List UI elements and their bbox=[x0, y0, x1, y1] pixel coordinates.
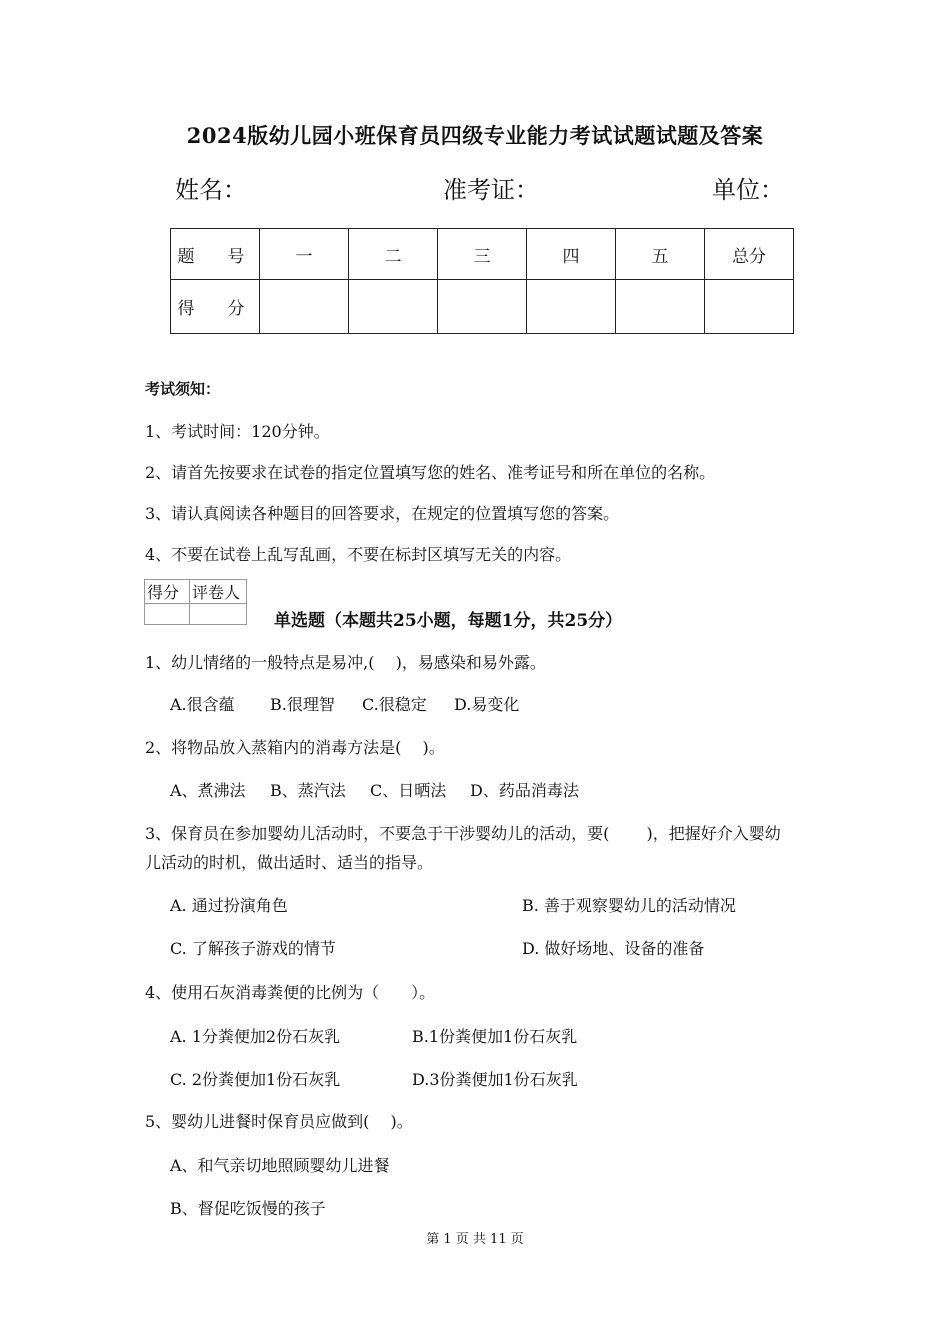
question-option: C.很稳定 bbox=[362, 695, 427, 714]
name-field-label: 姓名： bbox=[175, 176, 247, 204]
question-option: D. 做好场地、设备的准备 bbox=[522, 939, 705, 958]
question-option: A. 1分粪便加2份石灰乳 bbox=[170, 1027, 341, 1046]
score-row-label: 得 分 bbox=[171, 280, 260, 334]
score-table-header-row bbox=[171, 229, 794, 280]
grader-box bbox=[144, 579, 247, 625]
question-option: A. 通过扮演角色 bbox=[170, 896, 288, 915]
exam-id-field-label: 准考证： bbox=[443, 176, 539, 204]
question-stem: 5、婴幼儿进餐时保育员应做到( )。 bbox=[145, 1112, 413, 1131]
question-option: A、和气亲切地照顾婴幼儿进餐 bbox=[170, 1156, 390, 1175]
question-stem: 1、幼儿情绪的一般特点是易冲,( )，易感染和易外露。 bbox=[145, 653, 546, 672]
score-cell[interactable] bbox=[705, 280, 794, 334]
question-stem: 2、将物品放入蒸箱内的消毒方法是( )。 bbox=[145, 738, 445, 757]
grader-name-cell[interactable] bbox=[190, 604, 247, 625]
notice-heading: 考试须知： bbox=[145, 380, 221, 398]
score-cell[interactable] bbox=[438, 280, 527, 334]
notice-item: 1、考试时间：120分钟。 bbox=[145, 422, 330, 441]
notice-item: 3、请认真阅读各种题目的回答要求，在规定的位置填写您的答案。 bbox=[145, 504, 620, 523]
question-option: C. 了解孩子游戏的情节 bbox=[170, 939, 336, 958]
question-option: D、药品消毒法 bbox=[470, 781, 579, 800]
grader-score-label: 得分 bbox=[145, 580, 190, 604]
question-stem: 4、使用石灰消毒粪便的比例为（ ）。 bbox=[145, 983, 436, 1002]
score-table-header: 一 bbox=[260, 229, 349, 280]
question-option: B、蒸汽法 bbox=[270, 781, 346, 800]
grader-name-label: 评卷人 bbox=[190, 580, 247, 604]
score-table-score-row bbox=[171, 280, 794, 334]
section-title: 单选题（本题共25小题，每题1分，共25分） bbox=[274, 611, 623, 631]
question-option: B、督促吃饭慢的孩子 bbox=[170, 1199, 326, 1218]
score-cell[interactable] bbox=[260, 280, 349, 334]
unit-field-label: 单位： bbox=[712, 176, 784, 204]
score-table-header: 三 bbox=[438, 229, 527, 280]
document-title: 2024版幼儿园小班保育员四级专业能力考试试题试题及答案 bbox=[186, 123, 764, 148]
question-option: A.很含蕴 bbox=[170, 695, 235, 714]
question-option: D.易变化 bbox=[454, 695, 520, 714]
question-option: B.很理智 bbox=[270, 695, 335, 714]
score-cell[interactable] bbox=[527, 280, 616, 334]
question-option: A、煮沸法 bbox=[170, 781, 246, 800]
score-cell[interactable] bbox=[349, 280, 438, 334]
notice-item: 2、请首先按要求在试卷的指定位置填写您的姓名、准考证号和所在单位的名称。 bbox=[145, 463, 716, 482]
question-option: D.3份粪便加1份石灰乳 bbox=[412, 1070, 578, 1089]
question-option: C. 2份粪便加1份石灰乳 bbox=[170, 1070, 341, 1089]
question-option: B.1份粪便加1份石灰乳 bbox=[412, 1027, 578, 1046]
page-footer: 第 1 页 共 11 页 bbox=[426, 1232, 524, 1247]
question-stem-continued: 儿活动的时机，做出适时、适当的指导。 bbox=[145, 853, 434, 872]
notice-item: 4、不要在试卷上乱写乱画，不要在标封区填写无关的内容。 bbox=[145, 545, 572, 564]
question-option: C、日晒法 bbox=[370, 781, 447, 800]
score-table bbox=[170, 228, 794, 334]
score-table-header: 二 bbox=[349, 229, 438, 280]
score-cell[interactable] bbox=[616, 280, 705, 334]
score-table-header: 题 号 bbox=[171, 229, 260, 280]
grader-score-cell[interactable] bbox=[145, 604, 190, 625]
score-table-header: 总分 bbox=[705, 229, 794, 280]
question-stem: 3、保育员在参加婴幼儿活动时，不要急于干涉婴幼儿的活动，要( )，把握好介入婴幼 bbox=[145, 824, 781, 843]
question-option: B. 善于观察婴幼儿的活动情况 bbox=[522, 896, 736, 915]
score-table-header: 五 bbox=[616, 229, 705, 280]
score-table-header: 四 bbox=[527, 229, 616, 280]
